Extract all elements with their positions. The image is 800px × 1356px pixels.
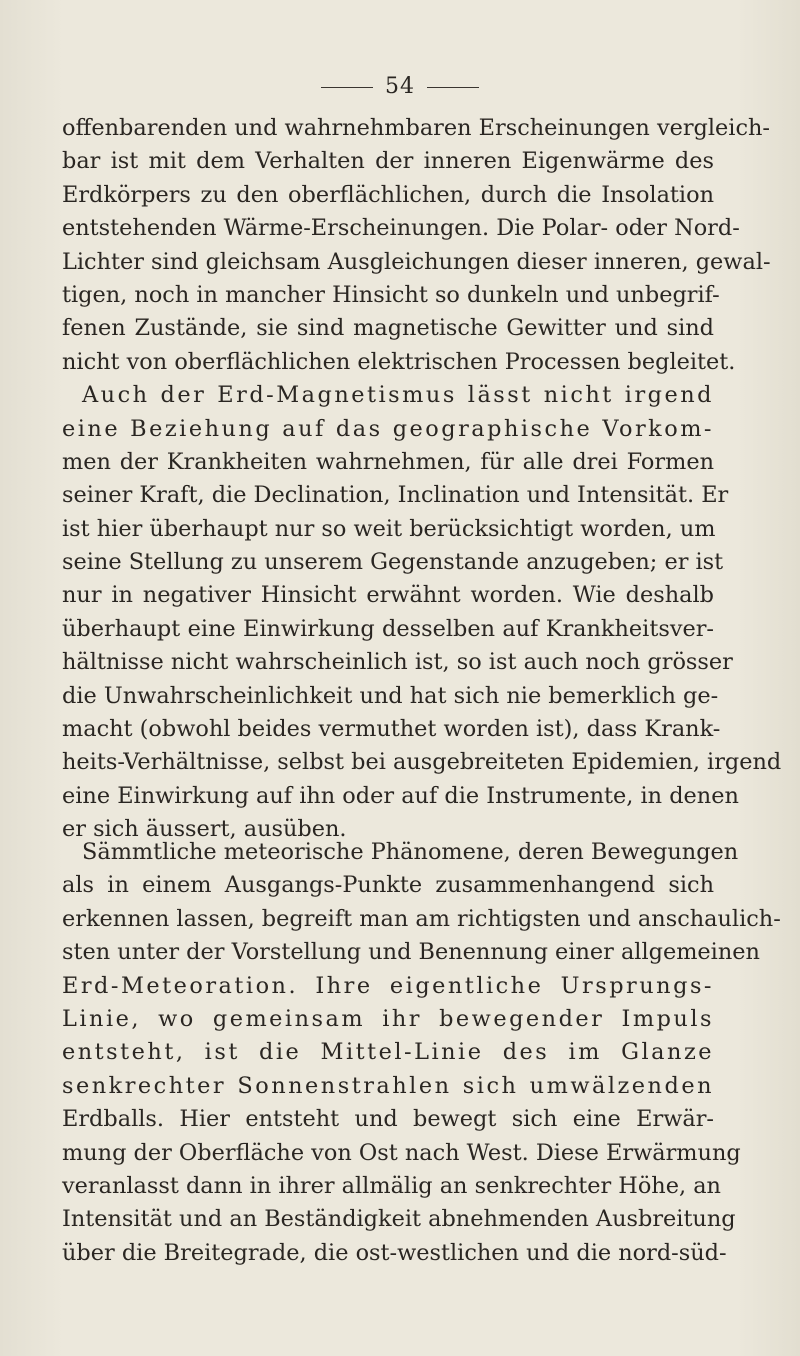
header-rule-left	[321, 87, 373, 88]
text-line: macht (obwohl beides vermuthet worden ist), dass Krank-	[62, 716, 721, 743]
text-line: tigen, noch in mancher Hinsicht so dunkeln und unbegrif-	[62, 281, 720, 308]
text-line: überhaupt eine Einwirkung desselben auf Krankheitsver-	[62, 615, 714, 642]
text-line: Sämmtliche meteorische Phänomene, deren Bewegungen	[82, 839, 739, 865]
text-line: seiner Kraft, die Declination, Inclination und Intensität. Er	[62, 482, 729, 509]
text-line: Intensität und an Beständigkeit abnehmenden Ausbreitung	[62, 1206, 736, 1233]
text-line: er sich äussert, ausüben.	[62, 816, 347, 843]
text-line: veranlasst dann in ihrer allmälig an senkrechter Höhe, an	[62, 1172, 721, 1199]
text-line: die Unwahrscheinlichkeit und hat sich nie bemerklich ge-	[62, 682, 719, 709]
text-line: hältnisse nicht wahrscheinlich ist, so ist auch noch grösser	[62, 649, 733, 676]
header-rule-right	[427, 87, 479, 88]
text-line: als in einem Ausgangs-Punkte zusammenhangend sich	[62, 872, 714, 899]
text-line: entsteht, ist die Mittel-Linie des im Glanze	[62, 1039, 714, 1066]
text-line: mung der Oberfläche von Ost nach West. Diese Erwärmung	[62, 1139, 741, 1166]
page-number: 54	[385, 74, 415, 99]
text-line: Lichter sind gleichsam Ausgleichungen dieser inneren, gewal-	[62, 248, 771, 275]
text-line: Linie, wo gemeinsam ihr bewegender Impuls	[62, 1005, 714, 1032]
text-line: heits-Verhältnisse, selbst bei ausgebreiteten Epidemien, irgend	[62, 749, 782, 776]
text-block-lower	[62, 836, 781, 1270]
paragraph-2	[62, 379, 782, 846]
text-line: Erd-Meteoration. Ihre eigentliche Ursprungs-	[62, 972, 714, 999]
text-line: erkennen lassen, begreift man am richtigsten und anschaulich-	[62, 905, 781, 932]
text-line: seine Stellung zu unserem Gegenstande anzugeben; er ist	[62, 549, 724, 576]
paragraph-3	[62, 836, 781, 1270]
page-header	[0, 74, 800, 99]
text-line: ist hier überhaupt nur so weit berücksichtigt worden, um	[62, 515, 716, 542]
text-block-upper	[62, 112, 782, 847]
paragraph-1	[62, 112, 771, 379]
text-line: eine Beziehung auf das geographische Vorkom-	[62, 415, 714, 442]
text-line: men der Krankheiten wahrnehmen, für alle drei Formen	[62, 448, 714, 475]
text-line: eine Einwirkung auf ihn oder auf die Instrumente, in denen	[62, 782, 739, 809]
text-line: nicht von oberflächlichen elektrischen Processen begleitet.	[62, 348, 736, 375]
text-line: offenbarenden und wahrnehmbaren Erscheinungen vergleich-	[62, 115, 770, 141]
text-line: senkrechter Sonnenstrahlen sich umwälzenden	[62, 1072, 714, 1099]
text-line: über die Breitegrade, die ost-westlichen und die nord-süd-	[62, 1239, 727, 1266]
text-line: Erdkörpers zu den oberflächlichen, durch die Insolation	[62, 181, 714, 208]
text-line: nur in negativer Hinsicht erwähnt worden. Wie deshalb	[62, 582, 714, 609]
text-line: bar ist mit dem Verhalten der inneren Eigenwärme des	[62, 148, 714, 175]
text-line: Auch der Erd-Magnetismus lässt nicht irgend	[82, 382, 714, 409]
text-line: fenen Zustände, sie sind magnetische Gewitter und sind	[62, 315, 714, 342]
text-line: entstehenden Wärme-Erscheinungen. Die Polar- oder Nord-	[62, 215, 740, 242]
text-line: Erdballs. Hier entsteht und bewegt sich eine Erwär-	[62, 1106, 714, 1133]
text-line: sten unter der Vorstellung und Benennung einer allgemeinen	[62, 939, 760, 966]
